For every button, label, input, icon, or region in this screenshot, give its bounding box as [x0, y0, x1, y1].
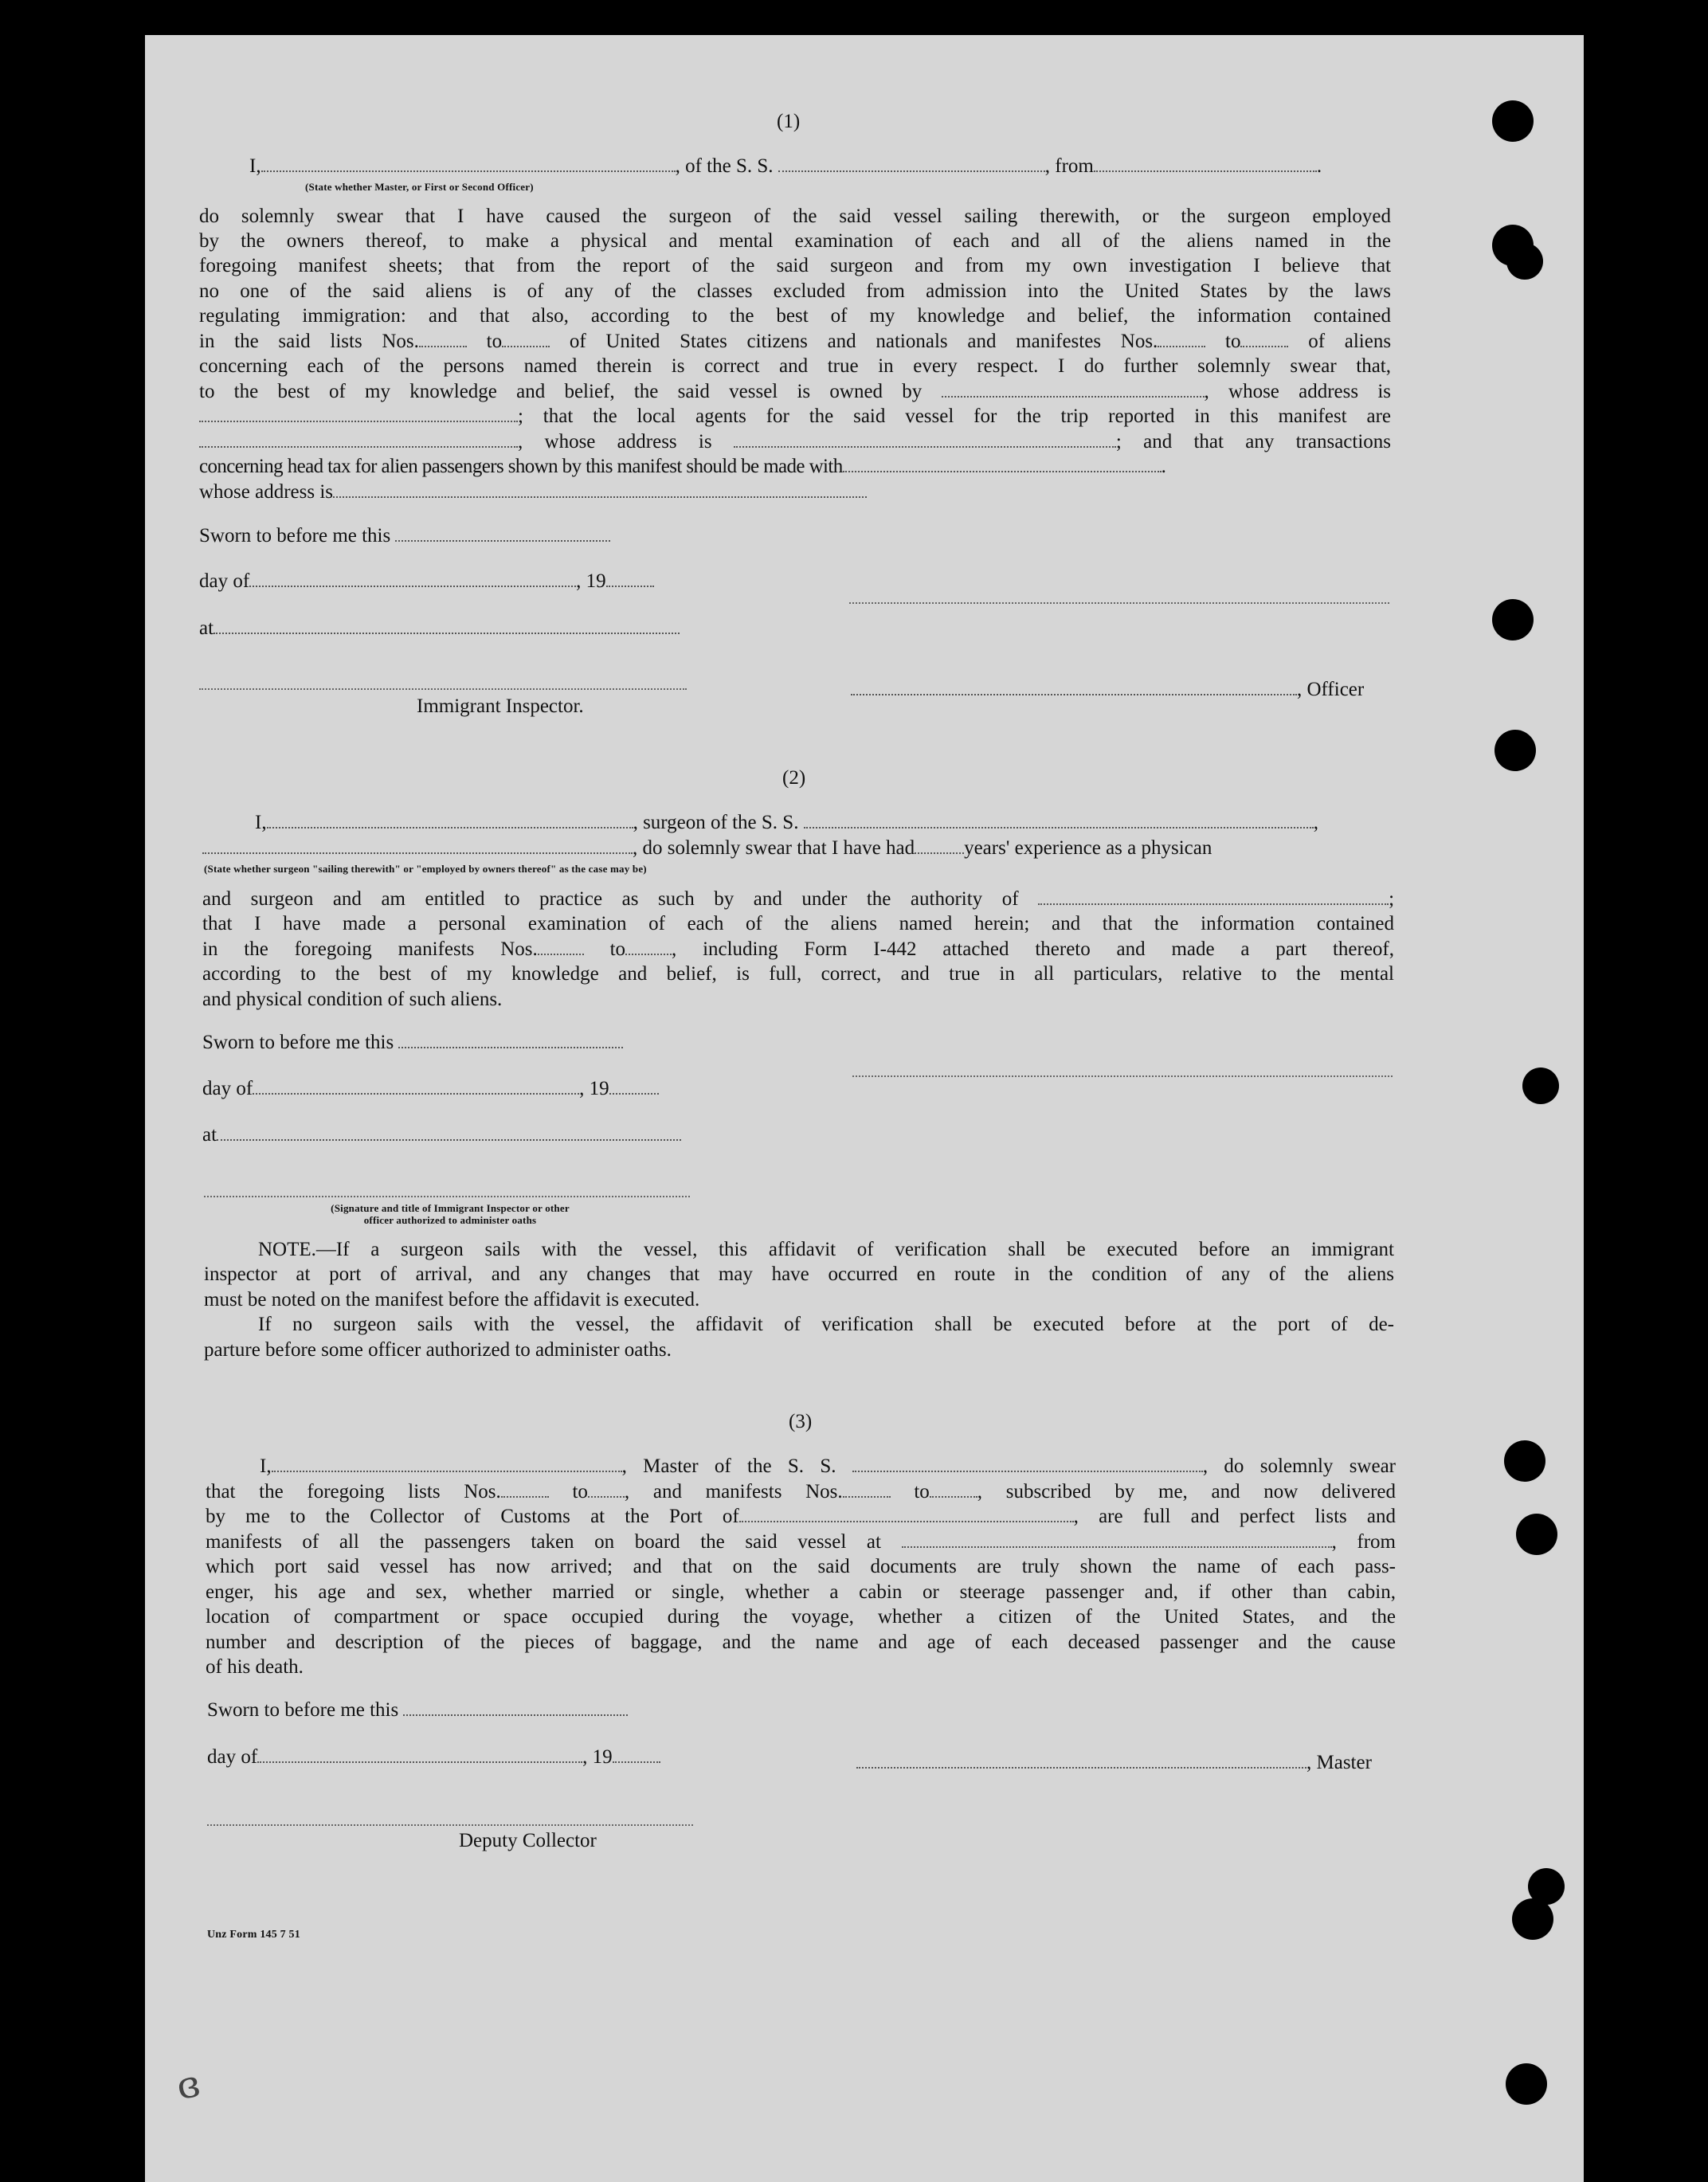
text: in the foregoing manifests Nos.	[202, 938, 538, 960]
text: , are full and perfect lists and	[1073, 1506, 1397, 1527]
text: ; and that any transactions	[1115, 431, 1392, 452]
para-line: that I have made a personal examination of each of the aliens named herein; and that the information contained	[202, 913, 1394, 934]
fill-blank	[804, 813, 1314, 829]
text: , Master	[1306, 1752, 1372, 1773]
note-line: If no surgeon sails with the vessel, the affidavit of verification shall be executed before at the port of de-	[258, 1314, 1394, 1335]
note-line: parture before some officer authorized to administer oaths.	[204, 1339, 672, 1361]
text: at	[202, 1124, 217, 1146]
signature-line	[852, 1075, 1393, 1077]
fill-blank	[609, 1079, 659, 1095]
fill-blank	[249, 571, 576, 587]
deputy-collector-label: Deputy Collector	[459, 1830, 597, 1851]
text: at	[199, 617, 214, 639]
fill-blank	[739, 1506, 1074, 1522]
para-line	[206, 1504, 1396, 1530]
text: concerning head tax for alien passengers shown by this manifest should be made with	[199, 456, 843, 477]
fill-blank	[199, 432, 518, 448]
sworn-label	[199, 523, 610, 548]
surgeon-note: (State whether surgeon "sailing therewith" or "employed by owners thereof" as the case may be)	[204, 863, 647, 875]
fill-blank	[267, 813, 633, 829]
para-line: no one of the said aliens is of any of the classes excluded from admission into the United States by the laws	[199, 280, 1391, 302]
text: in the said lists Nos.	[199, 331, 419, 352]
fill-blank	[606, 571, 654, 587]
para-line	[199, 429, 1391, 455]
text: , subscribed by me, and now delivered	[977, 1481, 1396, 1502]
text: , Officer	[1297, 679, 1365, 700]
para-line: by the owners thereof, to make a physical and mental examination of each and all of the aliens named in the	[199, 230, 1391, 252]
fill-blank	[199, 406, 518, 422]
text: Sworn to before me this	[202, 1032, 394, 1053]
text: years' experience as a physican	[964, 837, 1212, 859]
signature-note	[255, 1202, 645, 1226]
para-line: of his death.	[206, 1656, 304, 1678]
section-2-line-2	[202, 836, 1394, 860]
para-line	[199, 480, 1391, 505]
fill-blank	[852, 1456, 1203, 1472]
text: manifests of all the passengers taken on board the said vessel at	[206, 1531, 881, 1553]
text: that the foregoing lists Nos.	[206, 1481, 501, 1502]
para-line: according to the best of my knowledge and belief, is full, correct, and true in all particulars, relative to the mental	[202, 963, 1394, 985]
fill-blank	[613, 1747, 660, 1763]
text: I,	[249, 155, 261, 177]
text: , surgeon of the S. S.	[633, 812, 799, 833]
section-1-number: (1)	[777, 111, 801, 132]
text: of United States citizens and nationals and manifestes Nos.	[569, 331, 1158, 352]
para-line: concerning each of the persons named therein is correct and true in every respect. I do further solemnly swear that,	[199, 355, 1391, 377]
handwritten-mark: ɞ	[172, 2061, 204, 2109]
text: , do solemnly swear	[1202, 1455, 1397, 1477]
fill-blank	[1158, 331, 1205, 347]
text: .	[1161, 456, 1166, 477]
text: , do solemnly swear that I have had	[633, 837, 915, 859]
sworn-label	[207, 1698, 628, 1722]
signature-line	[199, 688, 687, 690]
text: Sworn to before me this	[207, 1699, 399, 1721]
text: I,	[255, 812, 267, 833]
day-of-label	[207, 1745, 660, 1769]
officer-note: (State whether Master, or First or Second Officer)	[305, 181, 534, 193]
fill-blank	[930, 1482, 977, 1498]
punch-hole	[1492, 599, 1534, 640]
para-line: foregoing manifest sheets; that from the report of the said surgeon and from my own investigation I believe that	[199, 255, 1391, 276]
fill-blank	[588, 1482, 625, 1498]
fill-blank	[856, 1753, 1306, 1769]
sworn-label	[202, 1030, 623, 1055]
fill-blank	[915, 838, 964, 854]
text: , 19	[582, 1746, 613, 1768]
fill-blank	[625, 939, 672, 955]
signature-line	[204, 1196, 690, 1197]
text: , from	[1331, 1531, 1396, 1553]
para-line	[202, 937, 1394, 962]
section-1-line-1	[249, 154, 1391, 178]
text: of aliens	[1308, 331, 1392, 352]
fill-blank	[843, 456, 1162, 472]
section-3-number: (3)	[789, 1411, 813, 1432]
fill-blank	[398, 1032, 623, 1048]
fill-blank	[538, 939, 584, 955]
immigrant-inspector-label: Immigrant Inspector.	[417, 695, 584, 717]
punch-hole	[1492, 100, 1534, 142]
fill-blank	[395, 526, 610, 542]
master-sig	[856, 1750, 1372, 1775]
punch-hole	[1504, 1440, 1545, 1482]
fill-blank	[253, 1079, 579, 1095]
text: , 19	[576, 570, 606, 592]
fill-blank	[501, 1482, 549, 1498]
para-line	[199, 454, 1391, 480]
text: , and manifests Nos.	[624, 1481, 843, 1502]
text: , of the S. S.	[675, 155, 774, 177]
text: day of	[199, 570, 250, 592]
para-line	[202, 887, 1394, 912]
punch-hole	[1522, 1067, 1559, 1104]
text: to	[609, 938, 626, 960]
text: whose address is	[199, 481, 334, 503]
fill-blank	[202, 838, 633, 854]
fill-blank	[902, 1532, 1332, 1548]
text: , whose address is	[518, 431, 712, 452]
fill-blank	[851, 680, 1297, 695]
section-2-number: (2)	[782, 767, 806, 789]
para-line	[206, 1530, 1396, 1555]
text: , including Form I-442 attached thereto and made a part thereof,	[672, 938, 1394, 960]
fill-blank	[419, 331, 467, 347]
punch-hole	[1506, 243, 1543, 280]
signature-line	[207, 1824, 693, 1826]
text: ;	[1389, 888, 1395, 910]
note-line: NOTE.—If a surgeon sails with the vessel, this affidavit of verification shall be executed before an immigrant	[258, 1239, 1394, 1260]
text: , Master of the S. S.	[621, 1455, 836, 1477]
text: , whose address is	[1204, 381, 1392, 402]
day-of-label	[202, 1076, 659, 1101]
para-line	[206, 1479, 1396, 1505]
para-line	[199, 404, 1391, 429]
punch-hole	[1512, 1898, 1553, 1940]
fill-blank	[843, 1482, 891, 1498]
text: and surgeon and am entitled to practice as such by and under the authority of	[202, 888, 1019, 910]
para-line: which port said vessel has now arrived; and that on the said documents are truly shown the name of each pass-	[206, 1556, 1396, 1577]
fill-blank	[214, 618, 680, 634]
text: , from	[1044, 155, 1094, 177]
text: to	[1225, 331, 1241, 352]
punch-hole	[1506, 2063, 1547, 2105]
fill-blank	[1094, 156, 1317, 172]
fill-blank	[257, 1747, 582, 1763]
text: ,	[1313, 812, 1318, 833]
fill-blank	[778, 156, 1045, 172]
text: day of	[207, 1746, 258, 1768]
fill-blank	[1240, 331, 1288, 347]
para-line	[260, 1454, 1396, 1479]
at-label	[202, 1122, 681, 1147]
section-2-line-1	[255, 810, 1393, 835]
text: to	[914, 1481, 930, 1502]
text: to	[572, 1481, 588, 1502]
fill-blank	[734, 432, 1116, 448]
punch-hole	[1494, 730, 1536, 771]
text: Sworn to before me this	[199, 525, 391, 546]
fill-blank	[942, 382, 1205, 398]
fill-blank	[272, 1456, 622, 1472]
text: to	[486, 331, 503, 352]
day-of-label	[199, 569, 654, 593]
note-line: inspector at port of arrival, and any changes that may have occurred en route in the condition of any of the aliens	[204, 1263, 1394, 1285]
text: I,	[260, 1455, 272, 1477]
text: , 19	[579, 1078, 609, 1099]
text: day of	[202, 1078, 253, 1099]
para-line: regulating immigration: and that also, according to the best of my knowledge and belief, the information contained	[199, 305, 1391, 327]
text: by me to the Collector of Customs at the Port of	[206, 1506, 739, 1527]
para-line: number and description of the pieces of baggage, and the name and age of each deceased passenger and the cause	[206, 1632, 1396, 1653]
para-line: and physical condition of such aliens.	[202, 989, 503, 1010]
signature-line	[849, 602, 1389, 604]
fill-blank	[261, 156, 676, 172]
at-label	[199, 616, 680, 640]
para-line	[199, 379, 1391, 405]
para-line: location of compartment or space occupied during the voyage, whether a citizen of the United States, and the	[206, 1606, 1396, 1628]
fill-blank	[502, 331, 550, 347]
officer-sig	[851, 677, 1364, 702]
punch-hole	[1516, 1514, 1557, 1555]
text: ; that the local agents for the said vessel for the trip reported in this manifest are	[518, 405, 1391, 427]
fill-blank	[333, 482, 867, 498]
text: (Signature and title of Immigrant Inspector or other	[331, 1202, 570, 1214]
text: to the best of my knowledge and belief, the said vessel is owned by	[199, 381, 923, 402]
note-line: must be noted on the manifest before the affidavit is executed.	[204, 1289, 700, 1310]
text: officer authorized to administer oaths	[363, 1214, 537, 1226]
para-line: do solemnly swear that I have caused the surgeon of the said vessel sailing therewith, or the surgeon employed	[199, 206, 1391, 227]
para-line: enger, his age and sex, whether married or single, whether a cabin or steerage passenger and, if other than cabin,	[206, 1581, 1396, 1603]
fill-blank	[217, 1125, 681, 1141]
para-line	[199, 329, 1391, 355]
form-id: Unz Form 145 7 51	[207, 1929, 300, 1941]
fill-blank	[403, 1700, 628, 1716]
fill-blank	[1038, 889, 1389, 905]
text: .	[1316, 155, 1322, 177]
